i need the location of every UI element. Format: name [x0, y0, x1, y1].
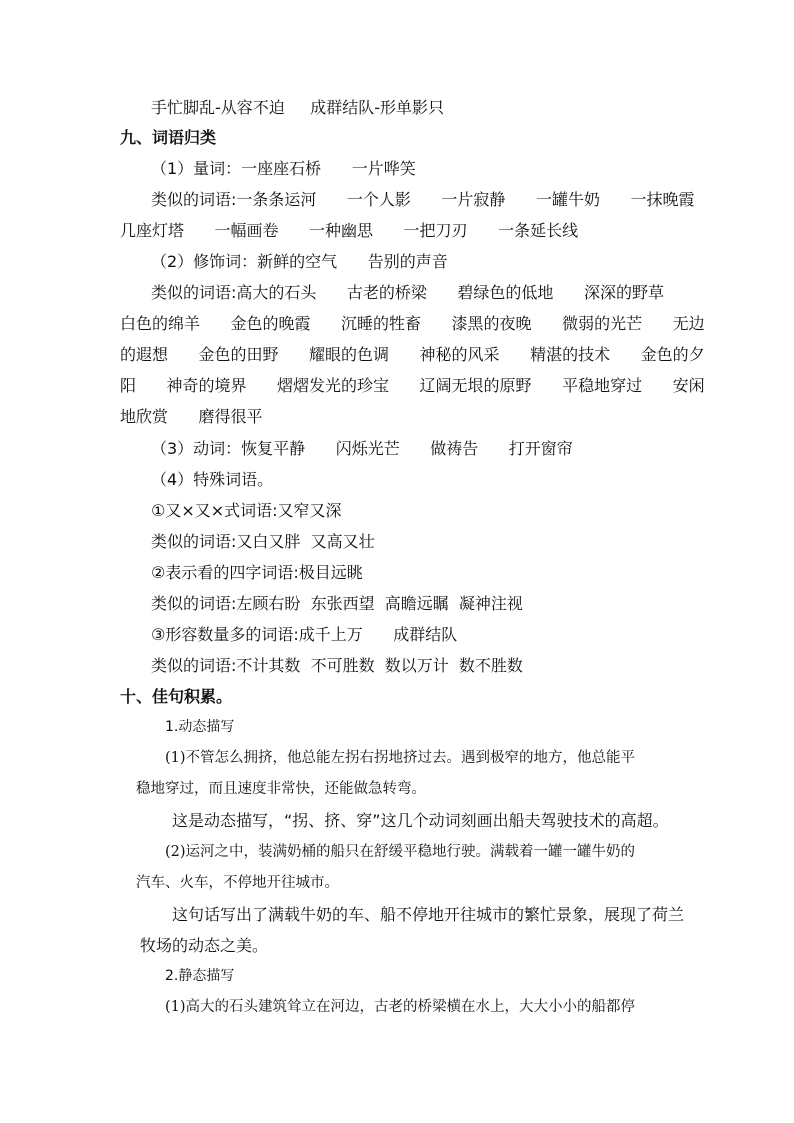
example-sentence: 汽车、火车，不停地开往城市。 [136, 875, 339, 891]
text-line: （3）动词：恢复平静 闪烁光芒 做祷告 打开窗帘 [151, 439, 573, 458]
text-line: 的遐想 金色的田野 耀眼的色调 神秘的风采 精湛的技术 金色的夕 [120, 345, 705, 364]
text-line: （4）特殊词语。 [151, 470, 274, 489]
subheading: 2.静态描写 [165, 968, 235, 984]
text-line: 类似的词语:高大的石头 古老的桥梁 碧绿色的低地 深深的野草 [151, 283, 664, 302]
example-sentence: (1)高大的石头建筑耸立在河边，古老的桥梁横在水上，大大小小的船都停 [165, 999, 636, 1015]
text-line: ③形容数量多的词语:成千上万 成群结队 [151, 625, 458, 644]
subheading: 1.动态描写 [165, 719, 235, 735]
example-sentence: 稳地穿过，而且速度非常快，还能做急转弯。 [136, 781, 426, 797]
section-heading: 九、词语归类 [120, 128, 217, 147]
text-line: （2）修饰词：新鲜的空气 告别的声音 [151, 252, 448, 271]
commentary: 这句话写出了满载牛奶的车、船不停地开往城市的繁忙景象，展现了荷兰 [172, 905, 685, 924]
commentary: 这是动态描写，“拐、挤、穿”这几个动词刻画出船夫驾驶技术的高超。 [172, 811, 669, 830]
text-line: （1）量词：一座座石桥 一片哗笑 [151, 159, 416, 178]
text-line: 类似的词语:一条条运河 一个人影 一片寂静 一罐牛奶 一抹晚霞 [151, 190, 695, 209]
text-line: 阳 神奇的境界 熠熠发光的珍宝 辽阔无垠的原野 平稳地穿过 安闲 [120, 376, 705, 395]
text-line: 类似的词语:左顾右盼 东张西望 高瞻远瞩 凝神注视 [151, 594, 523, 613]
text-line: 手忙脚乱-从容不迫 成群结队-形单影只 [151, 98, 444, 117]
example-sentence: (2)运河之中，装满奶桶的船只在舒缓平稳地行驶。满载着一罐一罐牛奶的 [165, 844, 636, 860]
text-line: 几座灯塔 一幅画卷 一种幽思 一把刀刃 一条延长线 [120, 221, 579, 240]
section-heading: 十、佳句积累。 [120, 687, 233, 706]
text-line: ①又×又×式词语:又窄又深 [151, 501, 342, 520]
text-line: 类似的词语:不计其数 不可胜数 数以万计 数不胜数 [151, 656, 523, 675]
text-line: ②表示看的四字词语:极目远眺 [151, 563, 363, 582]
commentary: 牧场的动态之美。 [140, 936, 269, 955]
example-sentence: (1)不管怎么拥挤，他总能左拐右拐地挤过去。遇到极窄的地方，他总能平 [165, 750, 636, 766]
text-line: 地欣赏 磨得很平 [120, 407, 263, 426]
text-line: 白色的绵羊 金色的晚霞 沉睡的牲畜 漆黑的夜晚 微弱的光芒 无边 [120, 314, 705, 333]
text-line: 类似的词语:又白又胖 又高又壮 [151, 532, 375, 551]
